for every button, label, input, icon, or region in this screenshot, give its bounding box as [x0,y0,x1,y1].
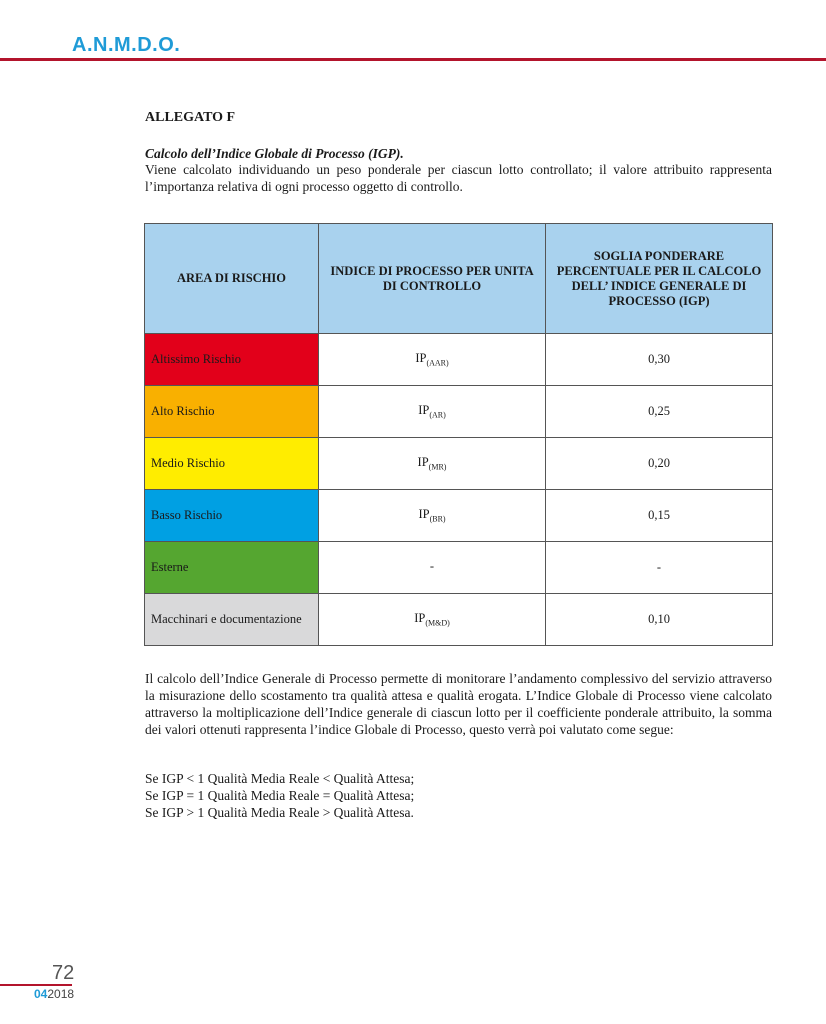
ip-label: IP [418,403,430,418]
header-threshold: SOGLIA PONDERARE PERCENTUALE PER IL CALCOLO DELL’ INDICE GENERALE DI PROCESSO (IGP) [546,224,773,334]
table-row [145,490,773,542]
area-cell: Altissimo Rischio [145,334,319,386]
ip-subscript: (M&D) [425,618,450,628]
footer-divider [0,984,72,986]
intro-paragraph: Viene calcolato individuando un peso ponderale per ciascun lotto controllato; il valore attribuito rappresenta l’importanza relativa di ogni processo oggetto di controllo. [145,162,772,194]
condition-line: Se IGP > 1 Qualità Media Reale > Qualità Attesa. [145,805,414,820]
ip-subscript: (AR) [429,410,446,420]
header-index: INDICE DI PROCESSO PER UNITA DI CONTROLLO [319,224,546,334]
page-number: 72 [52,962,75,984]
ip-cell [319,542,546,594]
ip-subscript: (MR) [428,462,447,472]
ip-label: IP [417,455,429,470]
threshold-cell: 0,30 [546,334,773,386]
condition-line: Se IGP < 1 Qualità Media Reale < Qualità Attesa; [145,771,415,786]
header-area: AREA DI RISCHIO [145,224,319,334]
area-cell: Macchinari e documentazione [145,594,319,646]
header-divider [0,58,826,61]
calc-title: Calcolo dell’Indice Globale di Processo (IGP). [145,146,404,161]
ip-cell [319,490,546,542]
journal-logo: A.N.M.D.O. [72,34,181,56]
area-cell: Medio Rischio [145,438,319,490]
issue-label [34,987,74,1001]
area-cell: Basso Rischio [145,490,319,542]
issue-number: 04 [34,987,48,1001]
table-header-row [145,224,773,334]
conditions-list [145,770,414,821]
ip-subscript: (AAR) [426,358,449,368]
condition-line: Se IGP = 1 Qualità Media Reale = Qualità Attesa; [145,788,415,803]
ip-label: IP [414,611,426,626]
threshold-cell: 0,15 [546,490,773,542]
threshold-cell: 0,25 [546,386,773,438]
table-row [145,334,773,386]
section-title: ALLEGATO F [145,110,236,125]
issue-year: 2018 [47,987,75,1001]
threshold-cell: - [546,542,773,594]
risk-table [144,223,773,646]
table-row [145,594,773,646]
ip-label: - [429,559,435,574]
table-row [145,542,773,594]
area-cell: Alto Rischio [145,386,319,438]
body-paragraph: Il calcolo dell’Indice Generale di Processo permette di monitorare l’andamento complessivo del servizio attraverso la misurazione dello scostamento tra qualità attesa e qualità erogata. L’Indice Globale di Processo viene calcolato attraverso la moltiplicazione dell’Indice generale di ciascun lotto per il coefficiente ponderale attribuito, la somma dei valori ottenuti rappresenta l’indice Globale di Processo, questo verrà poi valutato come segue: [145,671,772,737]
threshold-cell: 0,10 [546,594,773,646]
ip-cell [319,594,546,646]
area-cell: Esterne [145,542,319,594]
table-row [145,386,773,438]
ip-cell [319,386,546,438]
threshold-cell: 0,20 [546,438,773,490]
ip-cell [319,438,546,490]
ip-label: IP [415,351,427,366]
ip-subscript: (BR) [429,514,446,524]
ip-cell [319,334,546,386]
table-row [145,438,773,490]
ip-label: IP [418,507,430,522]
